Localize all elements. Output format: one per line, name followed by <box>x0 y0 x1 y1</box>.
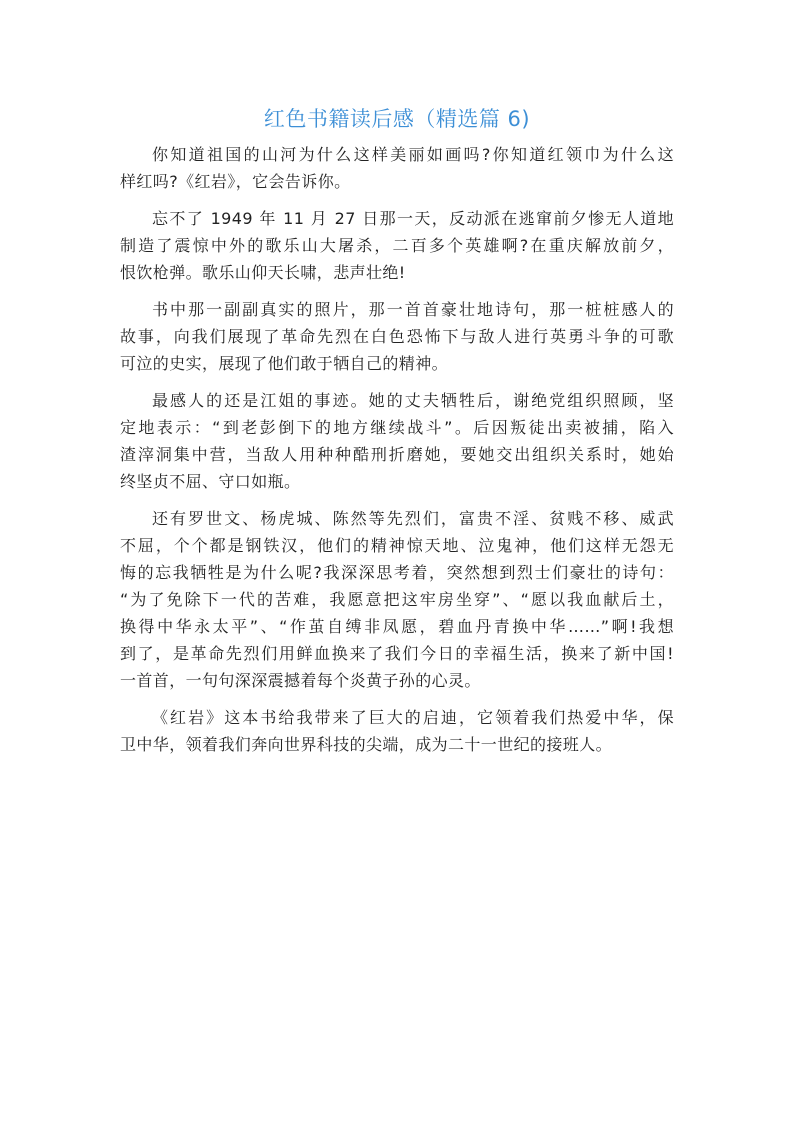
paragraph <box>120 704 674 758</box>
paragraph <box>120 205 674 286</box>
paragraph <box>120 141 674 195</box>
paragraph-line: 换得中华永太平”、“作茧自缚非凤愿，碧血丹青换中华……”啊!我想 <box>120 617 674 636</box>
paragraph <box>120 505 674 694</box>
paragraph-line: 恨饮枪弹。歌乐山仰天长啸，悲声壮绝! <box>120 263 406 282</box>
paragraph-line: 样红吗?《红岩》，它会告诉你。 <box>120 172 351 191</box>
paragraph-line: 书中那一副副真实的照片，那一首首豪壮地诗句，那一桩桩感人的 <box>152 300 674 319</box>
paragraph-line: 定地表示：“到老彭倒下的地方继续战斗”。后因叛徒出卖被捕，陷入 <box>120 418 674 437</box>
paragraph-line: 你知道祖国的山河为什么这样美丽如画吗?你知道红领巾为什么这 <box>152 145 674 164</box>
document-body <box>120 141 674 758</box>
paragraph-line: 卫中华，领着我们奔向世界科技的尖端，成为二十一世纪的接班人。 <box>120 735 613 754</box>
paragraph-line: 制造了震惊中外的歌乐山大屠杀，二百多个英雄啊?在重庆解放前夕， <box>120 236 674 255</box>
paragraph-line: 可泣的史实，展现了他们敢于牺自己的精神。 <box>120 354 449 373</box>
paragraph-line: 一首首，一句句深深震撼着每个炎黄子孙的心灵。 <box>120 671 481 690</box>
paragraph-line: 到了，是革命先烈们用鲜血换来了我们今日的幸福生活，换来了新中国! <box>120 644 674 663</box>
paragraph-line: 故事，向我们展现了革命先烈在白色恐怖下与敌人进行英勇斗争的可歌 <box>120 327 674 346</box>
paragraph-line: 悔的忘我牺牲是为什么呢?我深深思考着，突然想到烈士们豪壮的诗句： <box>120 563 674 582</box>
paragraph-line: 还有罗世文、杨虎城、陈然等先烈们，富贵不淫、贫贱不移、威武 <box>152 509 674 528</box>
paragraph <box>120 387 674 495</box>
paragraph-line: 忘不了 1949 年 11 月 27 日那一天，反动派在逃窜前夕惨无人道地 <box>152 209 674 228</box>
paragraph-line: 渣滓洞集中营，当敌人用种种酷刑折磨她，要她交出组织关系时，她始 <box>120 445 674 464</box>
paragraph-line: 终坚贞不屈、守口如瓶。 <box>120 472 301 491</box>
document-title: 红色书籍读后感（精选篇 6) <box>263 107 531 131</box>
paragraph-line: “为了免除下一代的苦难，我愿意把这牢房坐穿”、“愿以我血献后土， <box>120 590 674 609</box>
paragraph-line: 《红岩》这本书给我带来了巨大的启迪，它领着我们热爱中华，保 <box>152 708 674 727</box>
paragraph-line: 最感人的还是江姐的事迹。她的丈夫牺牲后，谢绝党组织照顾，坚 <box>152 391 674 410</box>
paragraph <box>120 296 674 377</box>
paragraph-line: 不屈，个个都是钢铁汉，他们的精神惊天地、泣鬼神，他们这样无怨无 <box>120 536 674 555</box>
